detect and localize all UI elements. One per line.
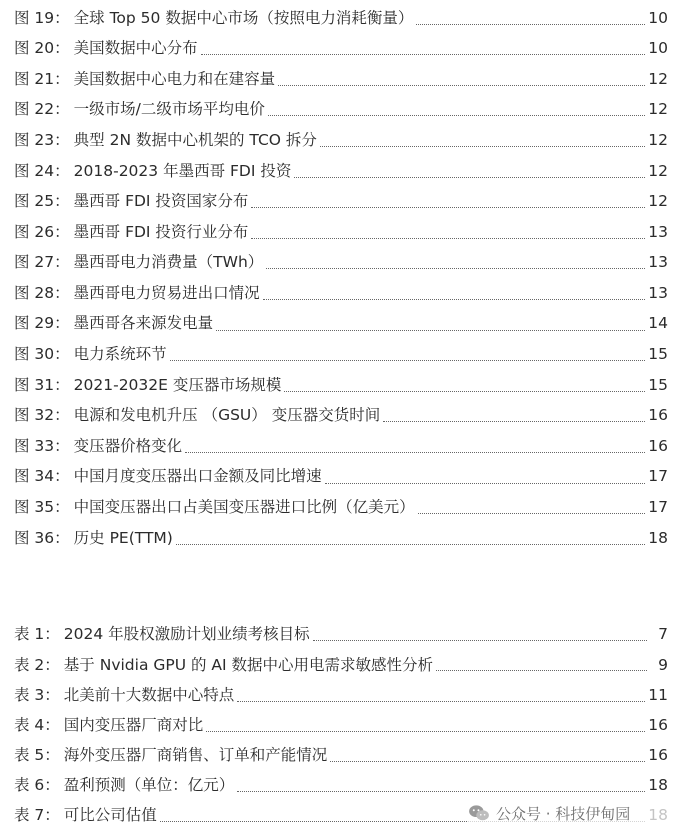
page-number: 12 [648,130,668,149]
toc-row[interactable] [14,217,668,248]
page-number: 14 [648,314,668,333]
page-number: 13 [648,253,668,272]
page-number: 18 [648,528,668,547]
table-title: 海外变压器厂商销售、订单和产能情况 [63,746,328,765]
figure-number: 图 21： [14,69,70,88]
dot-leader [383,420,645,422]
figure-title: 墨西哥电力贸易进出口情况 [73,283,260,302]
figure-title: 墨西哥 FDI 投资国家分布 [73,192,249,211]
dot-leader [330,760,645,762]
toc-row[interactable] [14,431,668,462]
dot-leader [266,267,645,269]
figure-number: 图 24： [14,161,70,180]
figure-number: 图 33： [14,436,70,455]
figure-title: 电力系统环节 [73,345,167,364]
toc-row[interactable] [14,711,668,741]
figure-number: 图 23： [14,130,70,149]
figure-title: 历史 PE(TTM) [73,528,173,547]
figure-list [14,3,668,554]
page-number: 7 [658,625,668,644]
toc-row[interactable] [14,493,668,524]
watermark-text: 公众号 · 科技伊甸园 [496,804,631,823]
toc-row[interactable] [14,34,668,65]
dot-leader [216,329,645,331]
page-number: 11 [648,685,668,704]
dot-leader [201,53,646,55]
page-number: 13 [648,222,668,241]
dot-leader [284,390,645,392]
page-number: 13 [648,283,668,302]
table-title: 基于 Nvidia GPU 的 AI 数据中心用电需求敏感性分析 [63,655,434,674]
toc-row[interactable] [14,248,668,279]
figure-number: 图 19： [14,8,70,27]
table-number: 表 6： [14,776,60,795]
page-number: 16 [648,715,668,734]
figure-number: 图 30： [14,345,70,364]
dot-leader [263,298,646,300]
table-number: 表 2： [14,655,60,674]
toc-row[interactable] [14,125,668,156]
figure-title: 墨西哥电力消费量（TWh） [73,253,264,272]
figure-title: 一级市场/二级市场平均电价 [73,100,265,119]
figure-title: 美国数据中心电力和在建容量 [73,69,276,88]
dot-leader [251,206,645,208]
toc-row[interactable] [14,309,668,340]
toc-row[interactable] [14,680,668,710]
toc-row[interactable] [14,3,668,34]
figure-number: 图 35： [14,498,70,517]
page-number: 16 [648,406,668,425]
dot-leader [237,790,645,792]
toc-row[interactable] [14,156,668,187]
table-number: 表 1： [14,625,60,644]
figure-title: 2018-2023 年墨西哥 FDI 投资 [73,161,292,180]
toc-row[interactable] [14,95,668,126]
figure-title: 美国数据中心分布 [73,39,198,58]
dot-leader [206,730,645,732]
page-number: 17 [648,498,668,517]
figure-title: 变压器价格变化 [73,436,183,455]
figure-number: 图 20： [14,39,70,58]
table-title: 可比公司估值 [63,806,157,825]
figure-number: 图 26： [14,222,70,241]
wechat-icon [468,804,490,822]
dot-leader [418,512,646,514]
toc-row[interactable] [14,741,668,771]
table-number: 表 4： [14,715,60,734]
toc-row[interactable] [14,187,668,218]
toc-row[interactable] [14,340,668,371]
dot-leader [436,669,647,671]
page-number: 16 [648,746,668,765]
toc-row[interactable] [14,523,668,554]
figure-title: 典型 2N 数据中心机架的 TCO 拆分 [73,130,317,149]
toc-row[interactable] [14,650,668,680]
page-number: 12 [648,69,668,88]
dot-leader [170,359,646,361]
figure-number: 图 22： [14,100,70,119]
figure-title: 全球 Top 50 数据中心市场（按照电力消耗衡量） [73,8,414,27]
table-number: 表 7： [14,806,60,825]
table-title: 北美前十大数据中心特点 [63,685,235,704]
figure-title: 墨西哥各来源发电量 [73,314,214,333]
dot-leader [416,23,645,25]
figure-title: 墨西哥 FDI 投资行业分布 [73,222,249,241]
figure-title: 2021-2032E 变压器市场规模 [73,375,282,394]
dot-leader [313,639,647,641]
page-number: 10 [648,8,668,27]
toc-row[interactable] [14,370,668,401]
dot-leader [268,114,645,116]
page-number: 17 [648,467,668,486]
dot-leader [325,482,646,484]
figure-number: 图 34： [14,467,70,486]
dot-leader [320,145,645,147]
toc-row[interactable] [14,401,668,432]
page-number: 12 [648,161,668,180]
figure-number: 图 27： [14,253,70,272]
page-number: 12 [648,100,668,119]
dot-leader [278,84,645,86]
figure-number: 图 32： [14,406,70,425]
figure-title: 中国变压器出口占美国变压器进口比例（亿美元） [73,498,415,517]
dot-leader [176,543,645,545]
toc-row[interactable] [14,64,668,95]
figure-number: 图 31： [14,375,70,394]
toc-row[interactable] [14,462,668,493]
table-title: 国内变压器厂商对比 [63,715,204,734]
table-title: 盈利预测（单位：亿元） [63,776,235,795]
page-number: 15 [648,375,668,394]
dot-leader [185,451,645,453]
watermark [468,798,690,828]
figure-number: 图 29： [14,314,70,333]
page-number: 18 [648,776,668,795]
figure-number: 图 25： [14,192,70,211]
figure-title: 中国月度变压器出口金额及同比增速 [73,467,322,486]
toc-row[interactable] [14,771,668,801]
page-number: 15 [648,345,668,364]
table-title: 2024 年股权激励计划业绩考核目标 [63,625,310,644]
figure-number: 图 36： [14,528,70,547]
page-number: 9 [658,655,668,674]
page-number: 10 [648,39,668,58]
dot-leader [237,700,645,702]
page-number: 12 [648,192,668,211]
figure-title: 电源和发电机升压 （GSU） 变压器交货时间 [73,406,381,425]
figure-number: 图 28： [14,283,70,302]
table-number: 表 5： [14,746,60,765]
page-number: 16 [648,436,668,455]
toc-row[interactable] [14,278,668,309]
table-number: 表 3： [14,685,60,704]
dot-leader [294,176,645,178]
toc-row[interactable] [14,620,668,650]
dot-leader [251,237,645,239]
